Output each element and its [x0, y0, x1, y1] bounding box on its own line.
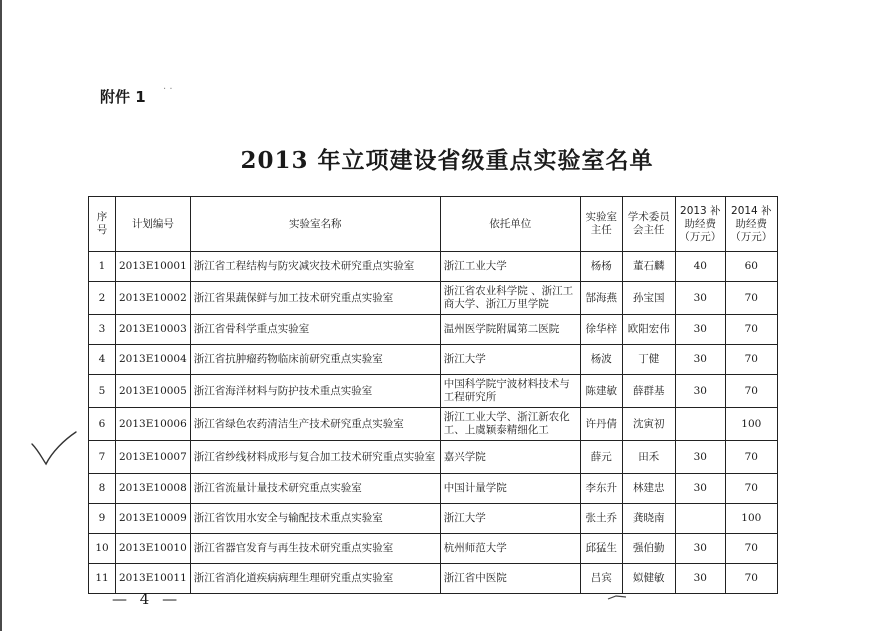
- page-number: — 4 —: [112, 590, 182, 608]
- cell-lab-name: 浙江省饮用水安全与输配技术重点实验室: [190, 504, 440, 534]
- cell-seq: 1: [89, 252, 116, 282]
- cell-funding-2013: 40: [675, 252, 725, 282]
- cell-lab-name: 浙江省流量计量技术研究重点实验室: [190, 474, 440, 504]
- cell-seq: 9: [89, 504, 116, 534]
- cell-funding-2013: [675, 504, 725, 534]
- cell-director: 李东升: [580, 474, 622, 504]
- cell-director: 薛元: [580, 441, 622, 474]
- cell-funding-2013: 30: [675, 564, 725, 594]
- cell-seq: 11: [89, 564, 116, 594]
- table-row: [89, 474, 778, 504]
- cell-funding-2013: 30: [675, 375, 725, 408]
- cell-committee-chair: 田禾: [622, 441, 675, 474]
- header-lab-name: 实验室名称: [190, 197, 440, 252]
- header-plan-no: 计划编号: [116, 197, 191, 252]
- cell-funding-2014: 70: [725, 441, 777, 474]
- cell-committee-chair: 姒健敏: [622, 564, 675, 594]
- cell-director: 吕宾: [580, 564, 622, 594]
- cell-lab-name: 浙江省纱线材料成形与复合加工技术研究重点实验室: [190, 441, 440, 474]
- cell-lab-name: 浙江省海洋材料与防护技术重点实验室: [190, 375, 440, 408]
- cell-funding-2013: [675, 408, 725, 441]
- cell-committee-chair: 龚晓南: [622, 504, 675, 534]
- cell-lab-name: 浙江省工程结构与防灾减灾技术研究重点实验室: [190, 252, 440, 282]
- cell-committee-chair: 沈寅初: [622, 408, 675, 441]
- scan-speck: · ·: [163, 84, 173, 95]
- cell-funding-2013: 30: [675, 315, 725, 345]
- cell-plan-no: 2013E10007: [116, 441, 191, 474]
- table-row: [89, 375, 778, 408]
- cell-funding-2014: 70: [725, 534, 777, 564]
- table-row: [89, 564, 778, 594]
- table-row: [89, 534, 778, 564]
- cell-funding-2014: 100: [725, 408, 777, 441]
- cell-host-org: 中国计量学院: [440, 474, 580, 504]
- cell-funding-2014: 70: [725, 375, 777, 408]
- cell-funding-2013: 30: [675, 282, 725, 315]
- header-seq: 序号: [89, 197, 116, 252]
- cell-plan-no: 2013E10002: [116, 282, 191, 315]
- cell-host-org: 中国科学院宁波材料技术与工程研究所: [440, 375, 580, 408]
- cell-committee-chair: 林建忠: [622, 474, 675, 504]
- cell-host-org: 杭州师范大学: [440, 534, 580, 564]
- cell-director: 许丹倩: [580, 408, 622, 441]
- table-row: [89, 441, 778, 474]
- header-funding-2013: 2013 补助经费（万元）: [675, 197, 725, 252]
- cell-funding-2013: 30: [675, 345, 725, 375]
- cell-committee-chair: 强伯勤: [622, 534, 675, 564]
- table-header-row: [89, 197, 778, 252]
- header-funding-2014: 2014 补助经费（万元）: [725, 197, 777, 252]
- cell-lab-name: 浙江省骨科学重点实验室: [190, 315, 440, 345]
- cell-host-org: 浙江工业大学: [440, 252, 580, 282]
- cell-funding-2014: 60: [725, 252, 777, 282]
- cell-funding-2014: 70: [725, 315, 777, 345]
- cell-plan-no: 2013E10006: [116, 408, 191, 441]
- cell-committee-chair: 欧阳宏伟: [622, 315, 675, 345]
- cell-lab-name: 浙江省果蔬保鲜与加工技术研究重点实验室: [190, 282, 440, 315]
- cell-host-org: 嘉兴学院: [440, 441, 580, 474]
- table-row: [89, 252, 778, 282]
- cell-plan-no: 2013E10008: [116, 474, 191, 504]
- cell-director: 徐华梓: [580, 315, 622, 345]
- cell-seq: 8: [89, 474, 116, 504]
- cell-plan-no: 2013E10009: [116, 504, 191, 534]
- cell-host-org: 浙江省中医院: [440, 564, 580, 594]
- cell-funding-2013: 30: [675, 474, 725, 504]
- cell-director: 杨杨: [580, 252, 622, 282]
- cell-funding-2013: 30: [675, 441, 725, 474]
- cell-director: 杨波: [580, 345, 622, 375]
- cell-host-org: 温州医学院附属第二医院: [440, 315, 580, 345]
- cell-committee-chair: 薛群基: [622, 375, 675, 408]
- cell-seq: 3: [89, 315, 116, 345]
- cell-seq: 2: [89, 282, 116, 315]
- cell-lab-name: 浙江省抗肿瘤药物临床前研究重点实验室: [190, 345, 440, 375]
- cell-host-org: 浙江大学: [440, 345, 580, 375]
- cell-seq: 10: [89, 534, 116, 564]
- document-title: 2013 年立项建设省级重点实验室名单: [240, 147, 654, 174]
- cell-seq: 7: [89, 441, 116, 474]
- handwritten-check-mark: [30, 430, 78, 466]
- cell-plan-no: 2013E10010: [116, 534, 191, 564]
- lab-list-table: [88, 196, 778, 594]
- cell-lab-name: 浙江省消化道疾病病理生理研究重点实验室: [190, 564, 440, 594]
- table-row: [89, 315, 778, 345]
- cell-committee-chair: 孙宝国: [622, 282, 675, 315]
- cell-director: 陈建敏: [580, 375, 622, 408]
- header-host-org: 依托单位: [440, 197, 580, 252]
- cell-plan-no: 2013E10005: [116, 375, 191, 408]
- table-row: [89, 408, 778, 441]
- header-director: 实验室主任: [580, 197, 622, 252]
- attachment-label: 附件 1: [100, 88, 146, 106]
- cell-funding-2014: 70: [725, 474, 777, 504]
- table-row: [89, 504, 778, 534]
- cell-director: 郜海燕: [580, 282, 622, 315]
- table-row: [89, 345, 778, 375]
- cell-plan-no: 2013E10011: [116, 564, 191, 594]
- cell-funding-2014: 70: [725, 282, 777, 315]
- cell-host-org: 浙江省农业科学院 、浙江工商大学、浙江万里学院: [440, 282, 580, 315]
- cell-funding-2014: 70: [725, 345, 777, 375]
- cell-funding-2013: 30: [675, 534, 725, 564]
- cell-plan-no: 2013E10004: [116, 345, 191, 375]
- cell-plan-no: 2013E10003: [116, 315, 191, 345]
- cell-lab-name: 浙江省器官发育与再生技术研究重点实验室: [190, 534, 440, 564]
- cell-seq: 4: [89, 345, 116, 375]
- cell-plan-no: 2013E10001: [116, 252, 191, 282]
- cell-host-org: 浙江大学: [440, 504, 580, 534]
- table-row: [89, 282, 778, 315]
- cell-lab-name: 浙江省绿色农药清洁生产技术研究重点实验室: [190, 408, 440, 441]
- cell-director: 张土乔: [580, 504, 622, 534]
- cell-director: 邱猛生: [580, 534, 622, 564]
- cell-host-org: 浙江工业大学、浙江新农化工、上虞颖泰精细化工: [440, 408, 580, 441]
- cell-committee-chair: 丁健: [622, 345, 675, 375]
- cell-funding-2014: 70: [725, 564, 777, 594]
- cell-seq: 5: [89, 375, 116, 408]
- cell-seq: 6: [89, 408, 116, 441]
- scan-mark: [606, 593, 628, 601]
- cell-committee-chair: 董石麟: [622, 252, 675, 282]
- header-committee-chair: 学术委员会主任: [622, 197, 675, 252]
- cell-funding-2014: 100: [725, 504, 777, 534]
